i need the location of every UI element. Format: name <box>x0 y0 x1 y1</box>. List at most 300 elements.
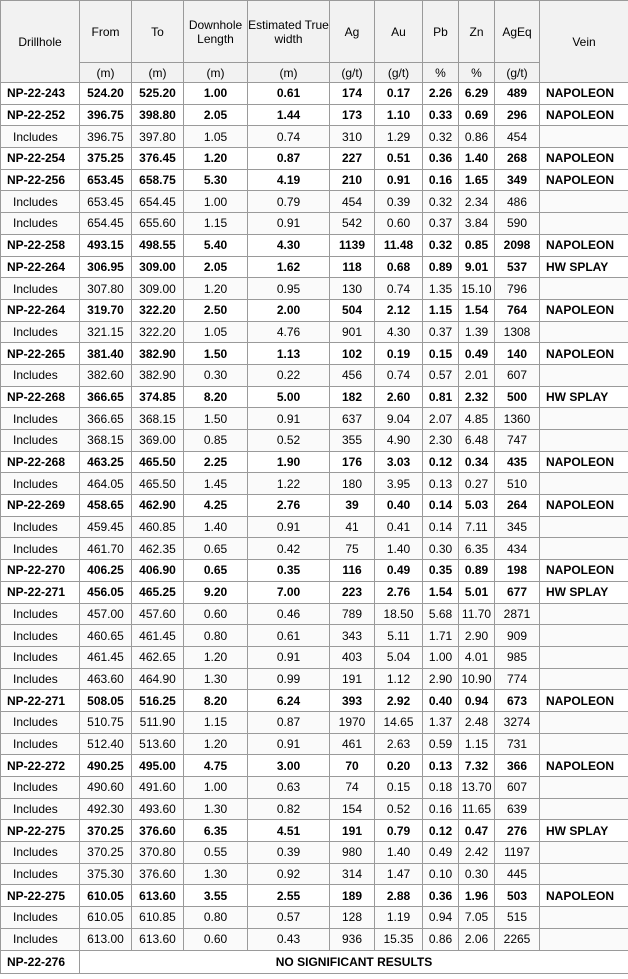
pb-cell: 0.16 <box>423 169 459 191</box>
au-cell: 0.49 <box>375 560 423 582</box>
length-cell: 2.05 <box>184 256 248 278</box>
table-row-includes <box>1 516 628 538</box>
ag-cell: 403 <box>330 646 375 668</box>
au-cell: 2.76 <box>375 581 423 603</box>
table-row-includes <box>1 863 628 885</box>
drillhole-cell: NP-22-268 <box>1 451 80 473</box>
to-cell: 610.85 <box>132 907 184 929</box>
pb-cell: 0.94 <box>423 907 459 929</box>
length-cell: 4.75 <box>184 755 248 777</box>
ag-cell: 182 <box>330 386 375 408</box>
zn-cell: 1.96 <box>459 885 495 907</box>
au-cell: 0.74 <box>375 364 423 386</box>
vein-cell: NAPOLEON <box>540 83 628 105</box>
from-cell: 463.25 <box>80 451 132 473</box>
vein-cell: NAPOLEON <box>540 885 628 907</box>
pb-cell: 1.35 <box>423 278 459 300</box>
table-row <box>1 451 628 473</box>
length-cell: 5.40 <box>184 234 248 256</box>
ageq-cell: 985 <box>495 646 540 668</box>
vein-cell <box>540 126 628 148</box>
from-cell: 366.65 <box>80 408 132 430</box>
from-cell: 463.60 <box>80 668 132 690</box>
vein-cell <box>540 278 628 300</box>
table-row <box>1 234 628 256</box>
ageq-cell: 1197 <box>495 842 540 864</box>
to-cell: 406.90 <box>132 560 184 582</box>
true-width-cell: 0.91 <box>248 408 330 430</box>
unit-true-width: (m) <box>248 63 330 83</box>
true-width-cell: 0.42 <box>248 538 330 560</box>
ag-cell: 118 <box>330 256 375 278</box>
table-row <box>1 386 628 408</box>
to-cell: 382.90 <box>132 364 184 386</box>
true-width-cell: 1.62 <box>248 256 330 278</box>
true-width-cell: 0.52 <box>248 430 330 452</box>
from-cell: 370.25 <box>80 820 132 842</box>
pb-cell: 2.30 <box>423 430 459 452</box>
table-row <box>1 690 628 712</box>
ageq-cell: 1360 <box>495 408 540 430</box>
vein-cell: NAPOLEON <box>540 343 628 365</box>
ag-cell: 223 <box>330 581 375 603</box>
to-cell: 462.90 <box>132 495 184 517</box>
true-width-cell: 4.76 <box>248 321 330 343</box>
ageq-cell: 349 <box>495 169 540 191</box>
au-cell: 2.12 <box>375 299 423 321</box>
ag-cell: 174 <box>330 83 375 105</box>
from-cell: 458.65 <box>80 495 132 517</box>
true-width-cell: 0.35 <box>248 560 330 582</box>
au-cell: 0.19 <box>375 343 423 365</box>
length-cell: 1.50 <box>184 343 248 365</box>
table-row <box>1 755 628 777</box>
drillhole-cell: Includes <box>1 516 80 538</box>
length-cell: 1.20 <box>184 148 248 170</box>
header-true-width: Estimated True width <box>248 1 330 63</box>
vein-cell <box>540 863 628 885</box>
true-width-cell: 1.13 <box>248 343 330 365</box>
table-row <box>1 820 628 842</box>
unit-ageq: (g/t) <box>495 63 540 83</box>
from-cell: 396.75 <box>80 104 132 126</box>
au-cell: 0.68 <box>375 256 423 278</box>
ageq-cell: 268 <box>495 148 540 170</box>
pb-cell: 0.32 <box>423 191 459 213</box>
drillhole-cell: Includes <box>1 603 80 625</box>
drillhole-cell: NP-22-265 <box>1 343 80 365</box>
ageq-cell: 445 <box>495 863 540 885</box>
from-cell: 508.05 <box>80 690 132 712</box>
ageq-cell: 2871 <box>495 603 540 625</box>
zn-cell: 11.65 <box>459 798 495 820</box>
true-width-cell: 0.82 <box>248 798 330 820</box>
pb-cell: 1.00 <box>423 646 459 668</box>
ag-cell: 901 <box>330 321 375 343</box>
to-cell: 368.15 <box>132 408 184 430</box>
true-width-cell: 0.79 <box>248 191 330 213</box>
zn-cell: 2.34 <box>459 191 495 213</box>
ageq-cell: 264 <box>495 495 540 517</box>
pb-cell: 2.90 <box>423 668 459 690</box>
ageq-cell: 345 <box>495 516 540 538</box>
true-width-cell: 0.99 <box>248 668 330 690</box>
true-width-cell: 1.44 <box>248 104 330 126</box>
au-cell: 2.88 <box>375 885 423 907</box>
drillhole-cell: Includes <box>1 798 80 820</box>
header-to: To <box>132 1 184 63</box>
pb-cell: 1.54 <box>423 581 459 603</box>
from-cell: 610.05 <box>80 885 132 907</box>
zn-cell: 0.49 <box>459 343 495 365</box>
ageq-cell: 2098 <box>495 234 540 256</box>
ageq-cell: 1308 <box>495 321 540 343</box>
ageq-cell: 296 <box>495 104 540 126</box>
drillhole-cell: Includes <box>1 430 80 452</box>
ageq-cell: 2265 <box>495 928 540 950</box>
vein-cell <box>540 364 628 386</box>
length-cell: 1.50 <box>184 408 248 430</box>
length-cell: 2.05 <box>184 104 248 126</box>
to-cell: 658.75 <box>132 169 184 191</box>
zn-cell: 4.01 <box>459 646 495 668</box>
from-cell: 461.70 <box>80 538 132 560</box>
vein-cell <box>540 733 628 755</box>
ageq-cell: 366 <box>495 755 540 777</box>
length-cell: 1.00 <box>184 191 248 213</box>
to-cell: 374.85 <box>132 386 184 408</box>
pb-cell: 0.18 <box>423 777 459 799</box>
length-cell: 1.30 <box>184 668 248 690</box>
to-cell: 376.45 <box>132 148 184 170</box>
zn-cell: 7.32 <box>459 755 495 777</box>
to-cell: 498.55 <box>132 234 184 256</box>
vein-cell <box>540 213 628 235</box>
from-cell: 512.40 <box>80 733 132 755</box>
from-cell: 610.05 <box>80 907 132 929</box>
au-cell: 0.52 <box>375 798 423 820</box>
ageq-cell: 3274 <box>495 711 540 733</box>
unit-to: (m) <box>132 63 184 83</box>
table-row-includes <box>1 408 628 430</box>
zn-cell: 0.89 <box>459 560 495 582</box>
length-cell: 1.05 <box>184 321 248 343</box>
table-row-includes <box>1 364 628 386</box>
vein-cell: NAPOLEON <box>540 451 628 473</box>
from-cell: 456.05 <box>80 581 132 603</box>
pb-cell: 0.13 <box>423 473 459 495</box>
pb-cell: 0.10 <box>423 863 459 885</box>
ageq-cell: 454 <box>495 126 540 148</box>
drillhole-cell: Includes <box>1 842 80 864</box>
to-cell: 322.20 <box>132 299 184 321</box>
true-width-cell: 6.24 <box>248 690 330 712</box>
ag-cell: 461 <box>330 733 375 755</box>
zn-cell: 15.10 <box>459 278 495 300</box>
table-row-no-results <box>1 950 628 973</box>
from-cell: 613.00 <box>80 928 132 950</box>
true-width-cell: 0.87 <box>248 711 330 733</box>
zn-cell: 2.32 <box>459 386 495 408</box>
ageq-cell: 486 <box>495 191 540 213</box>
to-cell: 513.60 <box>132 733 184 755</box>
length-cell: 1.15 <box>184 213 248 235</box>
length-cell: 0.80 <box>184 907 248 929</box>
to-cell: 309.00 <box>132 256 184 278</box>
from-cell: 406.25 <box>80 560 132 582</box>
header-zn: Zn <box>459 1 495 63</box>
true-width-cell: 4.19 <box>248 169 330 191</box>
zn-cell: 0.47 <box>459 820 495 842</box>
au-cell: 1.19 <box>375 907 423 929</box>
au-cell: 5.04 <box>375 646 423 668</box>
pb-cell: 0.13 <box>423 755 459 777</box>
true-width-cell: 0.95 <box>248 278 330 300</box>
au-cell: 5.11 <box>375 625 423 647</box>
true-width-cell: 0.87 <box>248 148 330 170</box>
ageq-cell: 500 <box>495 386 540 408</box>
drillhole-cell: NP-22-264 <box>1 256 80 278</box>
table-row-includes <box>1 538 628 560</box>
true-width-cell: 0.39 <box>248 842 330 864</box>
ageq-cell: 607 <box>495 777 540 799</box>
pb-cell: 0.36 <box>423 148 459 170</box>
ageq-cell: 677 <box>495 581 540 603</box>
ag-cell: 191 <box>330 820 375 842</box>
to-cell: 613.60 <box>132 885 184 907</box>
drillhole-cell: NP-22-269 <box>1 495 80 517</box>
au-cell: 0.15 <box>375 777 423 799</box>
true-width-cell: 0.43 <box>248 928 330 950</box>
vein-cell <box>540 516 628 538</box>
from-cell: 653.45 <box>80 191 132 213</box>
ag-cell: 128 <box>330 907 375 929</box>
true-width-cell: 2.55 <box>248 885 330 907</box>
to-cell: 465.50 <box>132 473 184 495</box>
table-body <box>1 83 628 951</box>
vein-cell: NAPOLEON <box>540 690 628 712</box>
from-cell: 306.95 <box>80 256 132 278</box>
zn-cell: 0.86 <box>459 126 495 148</box>
zn-cell: 9.01 <box>459 256 495 278</box>
ageq-cell: 673 <box>495 690 540 712</box>
vein-cell: HW SPLAY <box>540 581 628 603</box>
pb-cell: 0.12 <box>423 820 459 842</box>
au-cell: 4.30 <box>375 321 423 343</box>
au-cell: 1.40 <box>375 538 423 560</box>
table-row-includes <box>1 321 628 343</box>
table-row <box>1 83 628 105</box>
drillhole-cell: NP-22-275 <box>1 885 80 907</box>
zn-cell: 4.85 <box>459 408 495 430</box>
table-row-includes <box>1 907 628 929</box>
ag-cell: 227 <box>330 148 375 170</box>
to-cell: 465.50 <box>132 451 184 473</box>
to-cell: 322.20 <box>132 321 184 343</box>
table-row-includes <box>1 668 628 690</box>
drillhole-cell: Includes <box>1 668 80 690</box>
to-cell: 464.90 <box>132 668 184 690</box>
length-cell: 1.45 <box>184 473 248 495</box>
to-cell: 655.60 <box>132 213 184 235</box>
from-cell: 457.00 <box>80 603 132 625</box>
zn-cell: 1.40 <box>459 148 495 170</box>
ag-cell: 130 <box>330 278 375 300</box>
au-cell: 2.63 <box>375 733 423 755</box>
length-cell: 4.25 <box>184 495 248 517</box>
ag-cell: 637 <box>330 408 375 430</box>
drillhole-cell: NP-22-275 <box>1 820 80 842</box>
true-width-cell: 0.91 <box>248 213 330 235</box>
au-cell: 4.90 <box>375 430 423 452</box>
table-row <box>1 148 628 170</box>
to-cell: 511.90 <box>132 711 184 733</box>
length-cell: 1.30 <box>184 863 248 885</box>
from-cell: 490.60 <box>80 777 132 799</box>
from-cell: 493.15 <box>80 234 132 256</box>
au-cell: 3.03 <box>375 451 423 473</box>
length-cell: 0.85 <box>184 430 248 452</box>
from-cell: 490.25 <box>80 755 132 777</box>
pb-cell: 1.15 <box>423 299 459 321</box>
from-cell: 492.30 <box>80 798 132 820</box>
length-cell: 1.05 <box>184 126 248 148</box>
vein-cell <box>540 928 628 950</box>
pb-cell: 0.49 <box>423 842 459 864</box>
vein-cell <box>540 798 628 820</box>
table-row-includes <box>1 625 628 647</box>
from-cell: 459.45 <box>80 516 132 538</box>
zn-cell: 2.06 <box>459 928 495 950</box>
table-row <box>1 581 628 603</box>
vein-cell <box>540 603 628 625</box>
from-cell: 375.25 <box>80 148 132 170</box>
drillhole-cell: Includes <box>1 646 80 668</box>
ag-cell: 116 <box>330 560 375 582</box>
ageq-cell: 774 <box>495 668 540 690</box>
vein-cell: HW SPLAY <box>540 820 628 842</box>
pb-cell: 0.14 <box>423 495 459 517</box>
ageq-cell: 276 <box>495 820 540 842</box>
true-width-cell: 2.00 <box>248 299 330 321</box>
drillhole-cell: Includes <box>1 907 80 929</box>
pb-cell: 0.12 <box>423 451 459 473</box>
ag-cell: 355 <box>330 430 375 452</box>
length-cell: 1.30 <box>184 798 248 820</box>
table-row-includes <box>1 126 628 148</box>
header-vein: Vein <box>540 1 628 83</box>
length-cell: 1.15 <box>184 711 248 733</box>
drillhole-cell: NP-22-256 <box>1 169 80 191</box>
au-cell: 0.40 <box>375 495 423 517</box>
drillhole-cell: NP-22-270 <box>1 560 80 582</box>
length-cell: 0.60 <box>184 603 248 625</box>
from-cell: 510.75 <box>80 711 132 733</box>
ageq-cell: 607 <box>495 364 540 386</box>
pb-cell: 0.14 <box>423 516 459 538</box>
ag-cell: 456 <box>330 364 375 386</box>
ageq-cell: 909 <box>495 625 540 647</box>
header-from: From <box>80 1 132 63</box>
vein-cell: NAPOLEON <box>540 299 628 321</box>
to-cell: 370.80 <box>132 842 184 864</box>
au-cell: 0.20 <box>375 755 423 777</box>
ageq-cell: 434 <box>495 538 540 560</box>
header-ag: Ag <box>330 1 375 63</box>
vein-cell: NAPOLEON <box>540 104 628 126</box>
vein-cell: NAPOLEON <box>540 755 628 777</box>
true-width-cell: 0.74 <box>248 126 330 148</box>
unit-downhole-length: (m) <box>184 63 248 83</box>
au-cell: 1.29 <box>375 126 423 148</box>
to-cell: 376.60 <box>132 863 184 885</box>
from-cell: 370.25 <box>80 842 132 864</box>
length-cell: 8.20 <box>184 386 248 408</box>
pb-cell: 0.81 <box>423 386 459 408</box>
pb-cell: 0.36 <box>423 885 459 907</box>
ag-cell: 41 <box>330 516 375 538</box>
zn-cell: 0.94 <box>459 690 495 712</box>
length-cell: 3.55 <box>184 885 248 907</box>
pb-cell: 0.32 <box>423 234 459 256</box>
true-width-cell: 5.00 <box>248 386 330 408</box>
length-cell: 1.00 <box>184 83 248 105</box>
drillhole-cell: Includes <box>1 364 80 386</box>
pb-cell: 0.35 <box>423 560 459 582</box>
vein-cell <box>540 538 628 560</box>
ag-cell: 393 <box>330 690 375 712</box>
table-row <box>1 885 628 907</box>
vein-cell: NAPOLEON <box>540 495 628 517</box>
drillhole-cell: Includes <box>1 928 80 950</box>
au-cell: 1.47 <box>375 863 423 885</box>
zn-cell: 7.11 <box>459 516 495 538</box>
pb-cell: 0.57 <box>423 364 459 386</box>
length-cell: 8.20 <box>184 690 248 712</box>
to-cell: 525.20 <box>132 83 184 105</box>
no-results-note: NO SIGNIFICANT RESULTS <box>80 950 628 973</box>
to-cell: 462.65 <box>132 646 184 668</box>
drillhole-cell: Includes <box>1 126 80 148</box>
vein-cell: NAPOLEON <box>540 234 628 256</box>
true-width-cell: 0.91 <box>248 733 330 755</box>
true-width-cell: 2.76 <box>248 495 330 517</box>
au-cell: 2.60 <box>375 386 423 408</box>
drillhole-cell: NP-22-271 <box>1 690 80 712</box>
ageq-cell: 435 <box>495 451 540 473</box>
ag-cell: 176 <box>330 451 375 473</box>
vein-cell: NAPOLEON <box>540 560 628 582</box>
vein-cell <box>540 907 628 929</box>
unit-pb: % <box>423 63 459 83</box>
ageq-cell: 537 <box>495 256 540 278</box>
pb-cell: 0.33 <box>423 104 459 126</box>
ag-cell: 980 <box>330 842 375 864</box>
au-cell: 0.74 <box>375 278 423 300</box>
length-cell: 0.65 <box>184 538 248 560</box>
drillhole-cell: NP-22-271 <box>1 581 80 603</box>
length-cell: 2.25 <box>184 451 248 473</box>
ag-cell: 39 <box>330 495 375 517</box>
au-cell: 0.91 <box>375 169 423 191</box>
drillhole-cell: Includes <box>1 473 80 495</box>
zn-cell: 6.35 <box>459 538 495 560</box>
zn-cell: 6.48 <box>459 430 495 452</box>
true-width-cell: 0.63 <box>248 777 330 799</box>
table-row-includes <box>1 603 628 625</box>
from-cell: 321.15 <box>80 321 132 343</box>
zn-cell: 3.84 <box>459 213 495 235</box>
